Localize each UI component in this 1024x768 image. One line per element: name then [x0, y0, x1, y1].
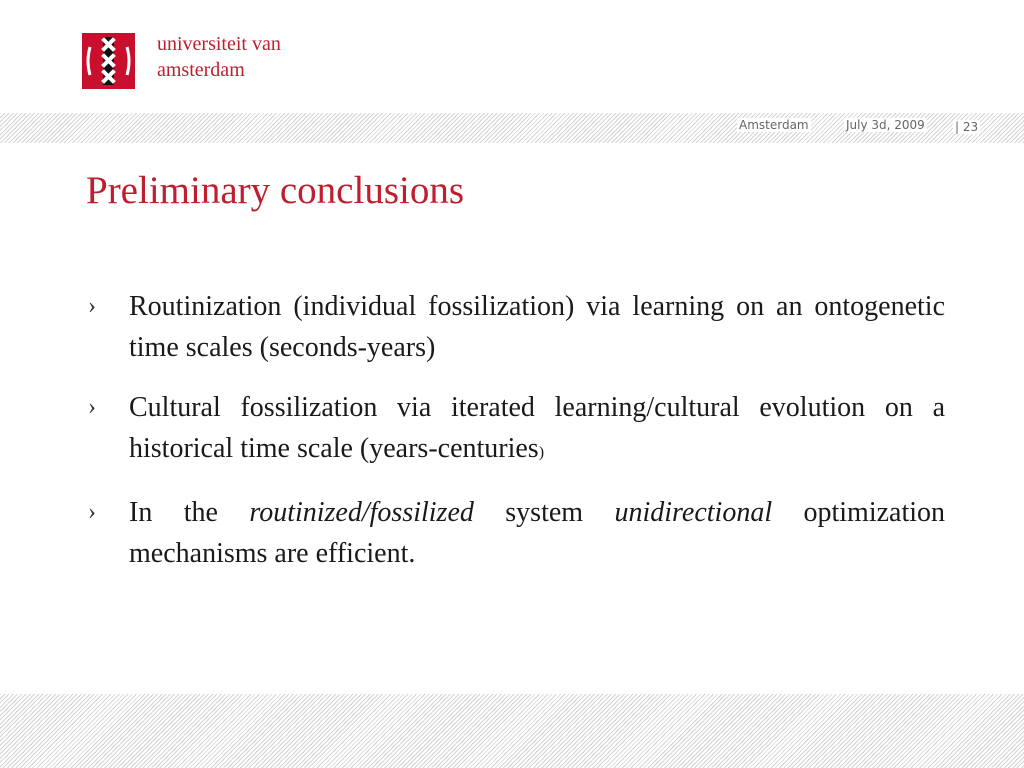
bullet-emphasis: unidirectional: [614, 497, 773, 528]
page-number: | 23: [955, 120, 979, 134]
bullet-text-part: system: [473, 497, 615, 528]
bullet-text: Cultural fossilization via iterated learning/cultural evolution on a historical time scale (years-centuries: [129, 392, 945, 464]
presentation-place: Amsterdam: [739, 118, 809, 132]
uva-logo-icon: [82, 33, 135, 89]
bullet-chevron-icon: ›: [88, 293, 96, 319]
presentation-date: July 3d, 2009: [846, 118, 925, 132]
bullet-closing-paren: ): [538, 444, 545, 461]
bullet-text: Routinization (individual fossilization) via learning on an ontogenetic time scales (seconds-years): [129, 291, 945, 363]
institution-name: [157, 31, 281, 83]
institution-name-line2: amsterdam: [157, 59, 245, 81]
header-meta: [0, 117, 1024, 137]
institution-name-line1: universiteit van: [157, 33, 281, 55]
bullet-item: [86, 492, 945, 574]
bullet-text-part: optimization mechanisms are efficient.: [129, 497, 946, 569]
bullet-list: [86, 286, 945, 593]
bullet-chevron-icon: ›: [88, 499, 96, 525]
bullet-item: [86, 286, 945, 368]
bullet-text-part: In the: [129, 497, 250, 528]
slide-title: Preliminary conclusions: [86, 169, 465, 212]
bullet-chevron-icon: ›: [88, 394, 96, 420]
bullet-emphasis: routinized/fossilized: [249, 497, 474, 528]
bullet-item: [86, 387, 945, 473]
footer-stripe: [0, 694, 1024, 768]
